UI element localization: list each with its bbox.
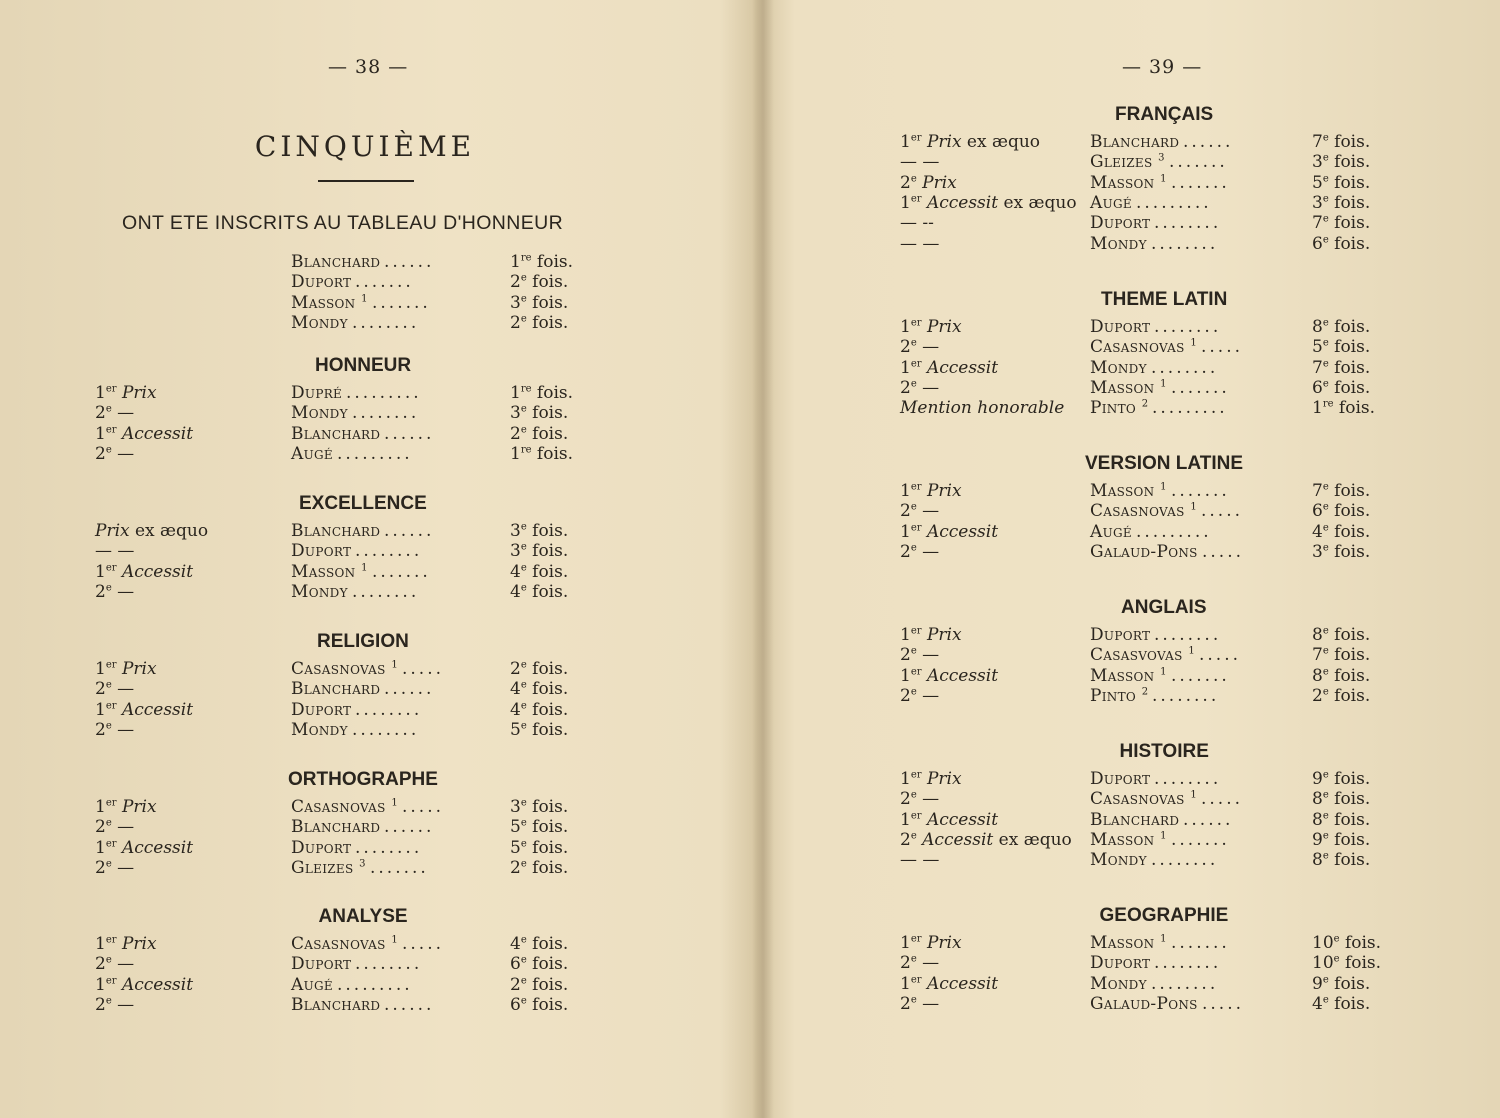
honor-count: 3e fois. bbox=[510, 541, 569, 562]
table-row bbox=[900, 625, 1380, 645]
dot-leader: ........ bbox=[355, 541, 423, 562]
student-name: Mondy bbox=[1090, 357, 1147, 378]
award-label: 1er Prix bbox=[900, 933, 962, 953]
table-row bbox=[900, 686, 1380, 706]
award-label: 1er Accessit bbox=[900, 357, 999, 378]
dot-leader: ....... bbox=[1171, 933, 1230, 953]
honor-count: 4e fois. bbox=[510, 934, 569, 954]
student-name: Augé bbox=[1090, 192, 1132, 213]
dot-leader: ......... bbox=[1136, 521, 1212, 542]
table-row bbox=[95, 444, 595, 464]
table-row bbox=[900, 358, 1380, 378]
student-name: Casasnovas $^1$ bbox=[1090, 789, 1198, 810]
honor-count: 5e fois. bbox=[1312, 337, 1371, 358]
student-name: Galaud-Pons bbox=[1090, 541, 1198, 562]
student-name: Blanchard bbox=[291, 817, 381, 838]
section-heading: EXCELLENCE bbox=[299, 493, 427, 514]
award-label: 2e — bbox=[900, 685, 940, 706]
dot-leader: ....... bbox=[355, 272, 414, 293]
honor-count: 3e fois. bbox=[510, 292, 569, 313]
award-label: 1er Accessit bbox=[900, 973, 999, 994]
honor-count: 9e fois. bbox=[1312, 973, 1371, 994]
honor-count: 9e fois. bbox=[1312, 829, 1371, 850]
title-rule bbox=[318, 180, 414, 182]
dot-leader: ..... bbox=[1202, 993, 1245, 1014]
honor-count: 3e fois. bbox=[510, 797, 569, 817]
dot-leader: ........ bbox=[1154, 213, 1222, 234]
honor-count: 5e fois. bbox=[1312, 172, 1371, 193]
honor-count: 10e fois. bbox=[1312, 953, 1382, 974]
honor-count: 9e fois. bbox=[1312, 769, 1371, 789]
dot-leader: ..... bbox=[1202, 541, 1245, 562]
honor-count: 3e fois. bbox=[1312, 541, 1371, 562]
dot-leader: ........ bbox=[352, 581, 420, 602]
section-heading: GEOGRAPHIE bbox=[1099, 905, 1229, 926]
award-label: 1er Prix bbox=[95, 934, 157, 954]
table-row bbox=[900, 850, 1380, 870]
student-name: Duport bbox=[291, 541, 352, 562]
table-row bbox=[95, 934, 595, 954]
award-label: 1er Accessit bbox=[95, 423, 194, 444]
table-row bbox=[900, 994, 1380, 1014]
award-label: 2e — bbox=[95, 679, 135, 700]
student-name: Mondy bbox=[291, 581, 348, 602]
dot-leader: ......... bbox=[1152, 398, 1228, 419]
honor-count: 7e fois. bbox=[1312, 481, 1371, 501]
award-label: 2e — bbox=[95, 581, 135, 602]
award-label: 2e — bbox=[900, 377, 940, 398]
dot-leader: ........ bbox=[1151, 357, 1219, 378]
student-name: Mondy bbox=[291, 719, 348, 740]
student-name: Casasnovas $^1$ bbox=[1090, 337, 1198, 358]
award-label: 2e — bbox=[95, 994, 135, 1015]
honor-count: 6e fois. bbox=[1312, 377, 1371, 398]
dot-leader: ....... bbox=[1171, 665, 1230, 686]
dot-leader: ..... bbox=[1199, 645, 1242, 666]
award-label: 2e — bbox=[95, 719, 135, 740]
award-label: 2e Accessit ex æquo bbox=[900, 829, 1072, 850]
award-label: — — bbox=[900, 850, 940, 871]
student-name: Blanchard bbox=[1090, 132, 1180, 152]
honor-count: 7e fois. bbox=[1312, 645, 1371, 666]
honor-count: 2e fois. bbox=[510, 272, 569, 293]
table-row bbox=[95, 975, 595, 995]
dot-leader: ........ bbox=[355, 699, 423, 720]
table-row bbox=[900, 645, 1380, 665]
honor-count: 4e fois. bbox=[510, 679, 569, 700]
student-name: Masson $^1$ bbox=[1090, 933, 1167, 953]
award-label: 1er Accessit bbox=[95, 699, 194, 720]
award-label: 1er Accessit ex æquo bbox=[900, 192, 1077, 213]
award-label: Prix ex æquo bbox=[95, 521, 209, 541]
honor-count: 2e fois. bbox=[510, 659, 569, 679]
award-label: 1er Prix bbox=[900, 769, 962, 789]
table-row bbox=[900, 769, 1380, 789]
dot-leader: ...... bbox=[384, 679, 435, 700]
honor-count: 8e fois. bbox=[1312, 665, 1371, 686]
honor-count: 2e fois. bbox=[1312, 685, 1371, 706]
dot-leader: ........ bbox=[1152, 685, 1220, 706]
student-name: Gleizes $^3$ bbox=[291, 857, 366, 878]
dot-leader: ...... bbox=[384, 994, 435, 1015]
honor-count: 2e fois. bbox=[510, 423, 569, 444]
section-heading: HONNEUR bbox=[315, 355, 412, 376]
dot-leader: ........ bbox=[1151, 973, 1219, 994]
dot-leader: ..... bbox=[1201, 501, 1244, 522]
table-row bbox=[95, 521, 595, 541]
award-label: 1er Prix bbox=[900, 625, 962, 645]
dot-leader: ..... bbox=[1201, 789, 1244, 810]
honor-count: 8e fois. bbox=[1312, 317, 1371, 337]
honor-count: 5e fois. bbox=[510, 837, 569, 858]
student-name: Mondy bbox=[1090, 973, 1147, 994]
dot-leader: ....... bbox=[1169, 152, 1228, 173]
student-name: Masson $^1$ bbox=[291, 292, 368, 313]
table-row bbox=[95, 838, 595, 858]
student-name: Blanchard bbox=[291, 679, 381, 700]
page-title: CINQUIÈME bbox=[254, 130, 476, 163]
student-name: Augé bbox=[291, 443, 333, 464]
section-heading: VERSION LATINE bbox=[1085, 453, 1243, 474]
table-row bbox=[900, 974, 1380, 994]
student-name: Duport bbox=[1090, 953, 1151, 974]
student-name: Casasnovas $^1$ bbox=[291, 797, 399, 817]
dot-leader: ...... bbox=[384, 521, 435, 541]
table-row bbox=[900, 481, 1380, 501]
honor-count: 2e fois. bbox=[510, 857, 569, 878]
honor-count: 3e fois. bbox=[1312, 152, 1371, 173]
section-heading: ORTHOGRAPHE bbox=[288, 769, 438, 790]
dot-leader: ........ bbox=[1154, 625, 1222, 645]
honor-count: 8e fois. bbox=[1312, 850, 1371, 871]
table-row bbox=[95, 562, 595, 582]
award-label: 1er Accessit bbox=[95, 974, 194, 995]
dot-leader: ........ bbox=[1154, 953, 1222, 974]
student-name: Masson $^1$ bbox=[1090, 172, 1167, 193]
table-row bbox=[95, 858, 595, 878]
table-row bbox=[95, 582, 595, 602]
honor-count: 3e fois. bbox=[510, 521, 569, 541]
student-name: Augé bbox=[291, 974, 333, 995]
table-row bbox=[95, 403, 595, 423]
dot-leader: ....... bbox=[1171, 377, 1230, 398]
award-label: 1er Prix bbox=[95, 383, 157, 403]
student-name: Blanchard bbox=[291, 521, 381, 541]
student-name: Mondy bbox=[1090, 233, 1147, 254]
table-row bbox=[900, 953, 1380, 973]
table-row bbox=[900, 522, 1380, 542]
table-row bbox=[95, 252, 595, 272]
honor-count: 4e fois. bbox=[1312, 521, 1371, 542]
dot-leader: ........ bbox=[1151, 233, 1219, 254]
student-name: Blanchard bbox=[291, 423, 381, 444]
right-page bbox=[770, 0, 1500, 1118]
table-row bbox=[95, 995, 595, 1015]
dot-leader: ......... bbox=[337, 443, 413, 464]
student-name: Gleizes $^3$ bbox=[1090, 152, 1165, 173]
page-number: — 38 — bbox=[328, 56, 409, 78]
honor-count: 5e fois. bbox=[510, 817, 569, 838]
award-label: 1er Accessit bbox=[900, 809, 999, 830]
dot-leader: ..... bbox=[402, 659, 445, 679]
table-row bbox=[900, 193, 1380, 213]
dot-leader: ....... bbox=[370, 857, 429, 878]
student-name: Duport bbox=[1090, 213, 1151, 234]
dot-leader: ...... bbox=[384, 817, 435, 838]
dot-leader: ....... bbox=[1171, 481, 1230, 501]
award-label: 2e — bbox=[95, 403, 135, 424]
student-name: Casasvovas $^1$ bbox=[1090, 645, 1195, 666]
honor-count: 4e fois. bbox=[510, 561, 569, 582]
dot-leader: ........ bbox=[1151, 850, 1219, 871]
dot-leader: ........ bbox=[1154, 317, 1222, 337]
table-row bbox=[900, 933, 1380, 953]
student-name: Masson $^1$ bbox=[1090, 665, 1167, 686]
table-row bbox=[95, 383, 595, 403]
honor-count: 1re fois. bbox=[1312, 398, 1376, 419]
student-name: Duport bbox=[291, 837, 352, 858]
section-heading: RELIGION bbox=[317, 631, 409, 652]
table-row bbox=[95, 313, 595, 333]
student-name: Blanchard bbox=[291, 252, 381, 272]
award-label: 2e — bbox=[900, 953, 940, 974]
award-label: 2e Prix bbox=[900, 172, 957, 193]
honor-count: 6e fois. bbox=[510, 954, 569, 975]
dot-leader: ...... bbox=[384, 423, 435, 444]
honor-count: 8e fois. bbox=[1312, 809, 1371, 830]
student-name: Duport bbox=[1090, 769, 1151, 789]
dot-leader: ......... bbox=[346, 383, 422, 403]
student-name: Mondy bbox=[291, 403, 348, 424]
award-label: 1er Accessit bbox=[900, 665, 999, 686]
honor-count: 7e fois. bbox=[1312, 132, 1371, 152]
page-number: — 39 — bbox=[1122, 56, 1203, 78]
dot-leader: ...... bbox=[1183, 132, 1234, 152]
table-row bbox=[900, 152, 1380, 172]
student-name: Casasnovas $^1$ bbox=[291, 934, 399, 954]
student-name: Casasnovas $^1$ bbox=[1090, 501, 1198, 522]
dot-leader: ........ bbox=[352, 719, 420, 740]
student-name: Masson $^1$ bbox=[1090, 829, 1167, 850]
award-label: 1er Prix bbox=[900, 481, 962, 501]
table-row bbox=[95, 679, 595, 699]
table-row bbox=[900, 132, 1380, 152]
honor-count: 6e fois. bbox=[1312, 501, 1371, 522]
student-name: Blanchard bbox=[291, 994, 381, 1015]
award-label: 2e — bbox=[900, 337, 940, 358]
honor-count: 6e fois. bbox=[1312, 233, 1371, 254]
table-row bbox=[900, 398, 1380, 418]
honor-count: 7e fois. bbox=[1312, 213, 1371, 234]
award-label: 2e — bbox=[900, 645, 940, 666]
award-label: 1er Accessit bbox=[95, 837, 194, 858]
award-label: 2e — bbox=[900, 541, 940, 562]
section-heading: HISTOIRE bbox=[1119, 741, 1209, 762]
honor-count: 3e fois. bbox=[1312, 192, 1371, 213]
table-row bbox=[95, 424, 595, 444]
honor-count: 1re fois. bbox=[510, 443, 574, 464]
student-name: Dupré bbox=[291, 383, 343, 403]
dot-leader: ........ bbox=[352, 403, 420, 424]
award-label: 1er Prix bbox=[95, 797, 157, 817]
award-label: — — bbox=[900, 152, 940, 173]
student-name: Pinto $^2$ bbox=[1090, 685, 1149, 706]
dot-leader: ........ bbox=[355, 954, 423, 975]
section-heading: FRANÇAIS bbox=[1115, 104, 1214, 125]
section-heading: THEME LATIN bbox=[1101, 289, 1228, 310]
award-label: 1er Prix bbox=[95, 659, 157, 679]
award-label: 2e — bbox=[900, 789, 940, 810]
honor-count: 4e fois. bbox=[1312, 993, 1371, 1014]
inscrits-heading: ONT ETE INSCRITS AU TABLEAU D'HONNEUR bbox=[122, 212, 564, 234]
honor-count: 10e fois. bbox=[1312, 933, 1382, 953]
award-label: 1er Prix ex æquo bbox=[900, 132, 1041, 152]
section-heading: ANGLAIS bbox=[1121, 597, 1207, 618]
dot-leader: ......... bbox=[1136, 192, 1212, 213]
student-name: Augé bbox=[1090, 521, 1132, 542]
honor-count: 2e fois. bbox=[510, 974, 569, 995]
honor-count: 4e fois. bbox=[510, 699, 569, 720]
award-label: — — bbox=[95, 541, 135, 562]
student-name: Blanchard bbox=[1090, 809, 1180, 830]
student-name: Duport bbox=[1090, 317, 1151, 337]
student-name: Duport bbox=[291, 954, 352, 975]
table-row bbox=[900, 213, 1380, 233]
honor-count: 1re fois. bbox=[510, 383, 574, 403]
table-row bbox=[95, 659, 595, 679]
table-row bbox=[95, 700, 595, 720]
student-name: Mondy bbox=[291, 312, 348, 333]
award-label: 2e — bbox=[95, 857, 135, 878]
dot-leader: ........ bbox=[355, 837, 423, 858]
table-row bbox=[900, 810, 1380, 830]
honor-count: 4e fois. bbox=[510, 581, 569, 602]
award-label: 2e — bbox=[95, 954, 135, 975]
student-name: Mondy bbox=[1090, 850, 1147, 871]
table-row bbox=[95, 954, 595, 974]
table-row bbox=[95, 293, 595, 313]
table-row bbox=[900, 830, 1380, 850]
student-name: Masson $^1$ bbox=[1090, 377, 1167, 398]
dot-leader: ......... bbox=[337, 974, 413, 995]
dot-leader: ....... bbox=[372, 292, 431, 313]
dot-leader: ........ bbox=[352, 312, 420, 333]
award-label: — -- bbox=[900, 213, 934, 234]
table-row bbox=[900, 789, 1380, 809]
table-row bbox=[900, 501, 1380, 521]
table-row bbox=[95, 817, 595, 837]
student-name: Duport bbox=[291, 272, 352, 293]
dot-leader: ..... bbox=[402, 934, 445, 954]
table-row bbox=[900, 542, 1380, 562]
student-name: Masson $^1$ bbox=[1090, 481, 1167, 501]
award-label: 1er Accessit bbox=[95, 561, 194, 582]
table-row bbox=[95, 720, 595, 740]
dot-leader: ...... bbox=[384, 252, 435, 272]
honor-count: 6e fois. bbox=[510, 994, 569, 1015]
award-label: 2e — bbox=[95, 817, 135, 838]
award-label: 2e — bbox=[900, 993, 940, 1014]
table-row bbox=[900, 337, 1380, 357]
table-row bbox=[95, 272, 595, 292]
honor-count: 7e fois. bbox=[1312, 357, 1371, 378]
dot-leader: ..... bbox=[1201, 337, 1244, 358]
dot-leader: ........ bbox=[1154, 769, 1222, 789]
dot-leader: ....... bbox=[1171, 829, 1230, 850]
honor-count: 5e fois. bbox=[510, 719, 569, 740]
dot-leader: ...... bbox=[1183, 809, 1234, 830]
award-label: 1er Accessit bbox=[900, 521, 999, 542]
student-name: Duport bbox=[291, 699, 352, 720]
honor-count: 8e fois. bbox=[1312, 625, 1371, 645]
honor-count: 2e fois. bbox=[510, 312, 569, 333]
dot-leader: ..... bbox=[402, 797, 445, 817]
table-row bbox=[900, 378, 1380, 398]
dot-leader: ....... bbox=[372, 561, 431, 582]
table-row bbox=[900, 234, 1380, 254]
table-row bbox=[900, 317, 1380, 337]
honor-count: 3e fois. bbox=[510, 403, 569, 424]
award-label: 2e — bbox=[900, 501, 940, 522]
award-label: — — bbox=[900, 233, 940, 254]
student-name: Masson $^1$ bbox=[291, 561, 368, 582]
table-row bbox=[95, 541, 595, 561]
award-label: 2e — bbox=[95, 443, 135, 464]
dot-leader: ....... bbox=[1171, 172, 1230, 193]
award-label: 1er Prix bbox=[900, 317, 962, 337]
table-row bbox=[900, 666, 1380, 686]
table-row bbox=[95, 797, 595, 817]
table-row bbox=[900, 173, 1380, 193]
student-name: Casasnovas $^1$ bbox=[291, 659, 399, 679]
award-label: Mention honorable bbox=[900, 398, 1065, 419]
student-name: Galaud-Pons bbox=[1090, 993, 1198, 1014]
section-heading: ANALYSE bbox=[318, 906, 408, 927]
honor-count: 8e fois. bbox=[1312, 789, 1371, 810]
honor-count: 1re fois. bbox=[510, 252, 574, 272]
student-name: Pinto $^2$ bbox=[1090, 398, 1149, 419]
student-name: Duport bbox=[1090, 625, 1151, 645]
